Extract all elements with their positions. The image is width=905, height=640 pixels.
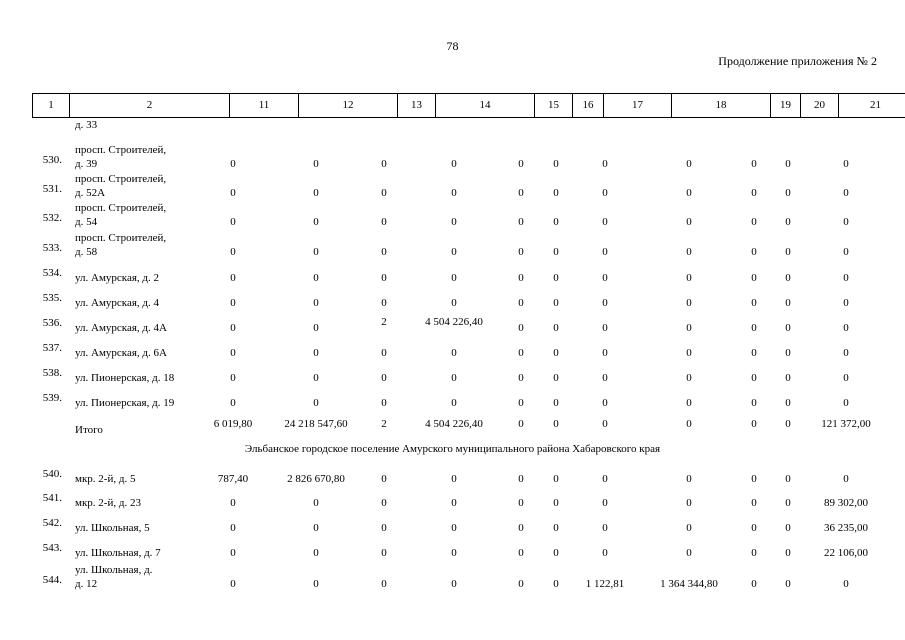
cell-value: 0: [751, 187, 757, 199]
cell-value: 0: [785, 187, 791, 199]
cell-value: 0: [230, 216, 236, 228]
cell-value: 0: [602, 372, 608, 384]
cell-value: 0: [313, 216, 319, 228]
cell-value: 0: [518, 347, 524, 359]
cell-value: 0: [843, 158, 849, 170]
page-number: 78: [446, 39, 459, 53]
cell-value: 0: [230, 272, 236, 284]
row-number: 534.: [42, 267, 62, 279]
cell-value: 0: [381, 547, 387, 559]
cell-value: 0: [602, 158, 608, 170]
cell-value: 0: [785, 397, 791, 409]
cell-value: 1 364 344,80: [660, 578, 718, 590]
column-header: 14: [436, 94, 535, 118]
cell-value: 0: [518, 322, 524, 334]
cell-value: 0: [381, 473, 387, 485]
cell-value: 0: [843, 297, 849, 309]
cell-value: 0: [602, 187, 608, 199]
cell-value: 0: [518, 216, 524, 228]
cell-value: 0: [451, 497, 457, 509]
cell-value: 0: [553, 187, 559, 199]
address: д. 58: [75, 246, 98, 258]
address: мкр. 2-й, д. 5: [75, 473, 136, 485]
cell-value: 2 826 670,80: [287, 473, 345, 485]
cell-value: 0: [785, 272, 791, 284]
address: ул. Пионерская, д. 18: [75, 372, 175, 384]
cell-value: 787,40: [217, 473, 249, 485]
cell-value: 0: [785, 473, 791, 485]
cell-value: 0: [602, 246, 608, 258]
cell-value: 0: [230, 372, 236, 384]
address: ул. Школьная, 5: [75, 522, 150, 534]
cell-value: 0: [686, 497, 692, 509]
cell-value: 0: [230, 547, 236, 559]
address: просп. Строителей,: [75, 173, 167, 185]
cell-value: 0: [686, 347, 692, 359]
address: ул. Школьная, д.: [75, 564, 153, 576]
cell-value: 0: [451, 473, 457, 485]
cell-value: 0: [686, 272, 692, 284]
cell-value: 0: [686, 322, 692, 334]
cell-value: 0: [451, 397, 457, 409]
total-value: 0: [602, 418, 608, 430]
cell-value: 0: [751, 347, 757, 359]
cell-value: 0: [553, 347, 559, 359]
row-number: 533.: [42, 242, 62, 254]
cell-value: 0: [843, 372, 849, 384]
cell-value: 0: [553, 216, 559, 228]
cell-value: 0: [553, 397, 559, 409]
total-value: 24 218 547,60: [284, 418, 348, 430]
cell-value: 0: [553, 547, 559, 559]
cell-value: 0: [451, 547, 457, 559]
cell-value: 0: [785, 246, 791, 258]
address: ул. Амурская, д. 6А: [75, 347, 167, 359]
cell-value: 22 106,00: [824, 547, 868, 559]
cell-value: 0: [553, 297, 559, 309]
row-number: 539.: [42, 392, 62, 404]
cell-value: 0: [230, 158, 236, 170]
column-header: 19: [771, 94, 801, 118]
total-value: 6 019,80: [213, 418, 253, 430]
row-number: 544.: [42, 574, 62, 586]
cell-value: 0: [686, 473, 692, 485]
cell-value: 0: [785, 216, 791, 228]
row-number: 530.: [42, 154, 62, 166]
cell-value: 0: [313, 158, 319, 170]
cell-value: 0: [843, 322, 849, 334]
cell-value: 0: [381, 246, 387, 258]
cell-value: 0: [751, 246, 757, 258]
row-number: 540.: [42, 468, 62, 480]
total-value: 0: [785, 418, 791, 430]
cell-value: 0: [751, 578, 757, 590]
cell-value: 0: [313, 272, 319, 284]
row-number: 531.: [42, 183, 62, 195]
cell-value: 0: [381, 397, 387, 409]
cell-value: 0: [843, 347, 849, 359]
cell-value: 0: [602, 322, 608, 334]
cell-value: 0: [230, 297, 236, 309]
cell-value: 0: [518, 372, 524, 384]
cell-value: 0: [751, 547, 757, 559]
cell-value: 0: [518, 158, 524, 170]
cell-value: 0: [602, 497, 608, 509]
cell-value: 0: [230, 322, 236, 334]
address: ул. Школьная, д. 7: [75, 547, 161, 559]
section-title: Эльбанское городское поселение Амурского муниципального района Хабаровского края: [244, 443, 661, 455]
cell-value: 0: [451, 297, 457, 309]
cell-value: 0: [381, 216, 387, 228]
cell-value: 0: [381, 522, 387, 534]
cell-value: 0: [518, 497, 524, 509]
cell-value: 0: [451, 372, 457, 384]
appendix-note: Продолжение приложения № 2: [718, 54, 877, 68]
cell-value: 0: [518, 473, 524, 485]
total-value: 4 504 226,40: [425, 418, 483, 430]
address: д. 52А: [75, 187, 106, 199]
cell-value: 0: [602, 216, 608, 228]
address: просп. Строителей,: [75, 232, 167, 244]
cell-value: 0: [518, 187, 524, 199]
cell-value: 0: [451, 246, 457, 258]
column-header: 2: [70, 94, 230, 118]
cell-value: 0: [602, 473, 608, 485]
cell-value: 0: [313, 347, 319, 359]
cell-value: 0: [843, 397, 849, 409]
cell-value: 36 235,00: [824, 522, 868, 534]
cell-value: 0: [751, 272, 757, 284]
cell-value: 0: [313, 397, 319, 409]
cell-value: 0: [518, 522, 524, 534]
cell-value: 0: [230, 347, 236, 359]
cell-value: 0: [553, 158, 559, 170]
cell-value: 0: [230, 397, 236, 409]
cell-value: 0: [518, 246, 524, 258]
cell-value: 0: [843, 578, 849, 590]
cell-value: 0: [518, 397, 524, 409]
cell-value: 0: [686, 158, 692, 170]
cell-value: 0: [686, 522, 692, 534]
cell-value: 0: [518, 297, 524, 309]
cell-value: 0: [230, 187, 236, 199]
cell-value: 0: [553, 322, 559, 334]
cell-value: 0: [785, 522, 791, 534]
cell-value: 0: [751, 297, 757, 309]
total-value: 0: [751, 418, 757, 430]
total-value: 0: [518, 418, 524, 430]
cell-value: 0: [381, 578, 387, 590]
address: ул. Амурская, д. 2: [75, 272, 160, 284]
cell-value: 0: [602, 397, 608, 409]
cell-value: 0: [230, 578, 236, 590]
cell-value: 0: [785, 372, 791, 384]
cell-value: 0: [751, 397, 757, 409]
cell-value: 0: [751, 473, 757, 485]
cell-value: 0: [230, 522, 236, 534]
cell-value: 0: [751, 322, 757, 334]
cell-value: 0: [313, 297, 319, 309]
cell-value: 0: [843, 473, 849, 485]
cell-value: 0: [230, 497, 236, 509]
column-header: 1: [33, 94, 70, 118]
row-number: 542.: [42, 517, 62, 529]
cell-value: 0: [553, 473, 559, 485]
row-number: 543.: [42, 542, 62, 554]
cell-value: 0: [751, 497, 757, 509]
total-value: 2: [381, 418, 387, 430]
cell-value: 0: [602, 272, 608, 284]
column-header: 20: [801, 94, 839, 118]
cell-value: 0: [313, 322, 319, 334]
cell-value: 0: [451, 578, 457, 590]
row-number: 532.: [42, 212, 62, 224]
address: д. 54: [75, 216, 98, 228]
cell-value: 0: [686, 187, 692, 199]
column-header: 12: [299, 94, 398, 118]
cell-value: 0: [686, 297, 692, 309]
cell-value: 0: [313, 372, 319, 384]
cell-value: 0: [785, 322, 791, 334]
cell-value: 0: [843, 187, 849, 199]
column-header: 18: [672, 94, 771, 118]
cell-value: 0: [381, 497, 387, 509]
cell-value: 0: [602, 347, 608, 359]
cell-value: 0: [553, 272, 559, 284]
cell-value: 0: [843, 272, 849, 284]
cell-value: 0: [313, 522, 319, 534]
cell-value: 0: [381, 347, 387, 359]
cell-value: 0: [313, 497, 319, 509]
cell-value: 0: [451, 216, 457, 228]
cell-value: 0: [381, 187, 387, 199]
cell-value: 0: [553, 372, 559, 384]
cell-value: 0: [451, 522, 457, 534]
address: ул. Пионерская, д. 19: [75, 397, 175, 409]
total-value: 121 372,00: [821, 418, 871, 430]
cell-value: 0: [313, 246, 319, 258]
cell-value: 0: [518, 578, 524, 590]
cell-value: 0: [686, 547, 692, 559]
column-header: 17: [604, 94, 672, 118]
cell-value: 0: [686, 216, 692, 228]
cell-value: 0: [313, 547, 319, 559]
cell-value: 0: [686, 397, 692, 409]
cell-value: 0: [751, 522, 757, 534]
cell-value: 0: [785, 347, 791, 359]
cell-value: 0: [785, 578, 791, 590]
cell-value: 0: [785, 297, 791, 309]
cell-value: 4 504 226,40: [425, 316, 483, 328]
address: ул. Амурская, д. 4А: [75, 322, 167, 334]
cell-value: 0: [451, 187, 457, 199]
cell-value: 1 122,81: [585, 578, 625, 590]
cell-value: 0: [381, 372, 387, 384]
cell-value: 0: [451, 347, 457, 359]
cell-value: 0: [751, 216, 757, 228]
cell-value: 89 302,00: [824, 497, 868, 509]
cell-value: 0: [313, 187, 319, 199]
cell-value: 0: [751, 372, 757, 384]
row-number: 538.: [42, 367, 62, 379]
row-number: 537.: [42, 342, 62, 354]
cell-value: 0: [553, 578, 559, 590]
cell-value: 0: [451, 158, 457, 170]
total-label: Итого: [75, 424, 103, 436]
total-value: 0: [553, 418, 559, 430]
cell-value: 0: [785, 497, 791, 509]
cell-value: 0: [518, 547, 524, 559]
cell-value: 0: [843, 246, 849, 258]
address: мкр. 2-й, д. 23: [75, 497, 141, 509]
column-header: 15: [535, 94, 573, 118]
row-number: 536.: [42, 317, 62, 329]
cell-value: 0: [553, 522, 559, 534]
address-continuation: д. 33: [75, 119, 98, 131]
row-number: 535.: [42, 292, 62, 304]
cell-value: 0: [686, 372, 692, 384]
cell-value: 0: [381, 158, 387, 170]
cell-value: 0: [553, 246, 559, 258]
column-header: 21: [839, 94, 905, 118]
cell-value: 0: [451, 272, 457, 284]
total-value: 0: [686, 418, 692, 430]
address: ул. Амурская, д. 4: [75, 297, 160, 309]
address: д. 12: [75, 578, 98, 590]
address: просп. Строителей,: [75, 202, 167, 214]
column-header: 16: [573, 94, 604, 118]
cell-value: 0: [785, 158, 791, 170]
row-number: 541.: [42, 492, 62, 504]
address: просп. Строителей,: [75, 144, 167, 156]
cell-value: 0: [602, 522, 608, 534]
cell-value: 0: [313, 578, 319, 590]
address: д. 39: [75, 158, 98, 170]
cell-value: 0: [381, 297, 387, 309]
cell-value: 0: [602, 547, 608, 559]
cell-value: 0: [843, 216, 849, 228]
cell-value: 0: [751, 158, 757, 170]
cell-value: 0: [785, 547, 791, 559]
cell-value: 0: [518, 272, 524, 284]
cell-value: 0: [553, 497, 559, 509]
cell-value: 0: [381, 272, 387, 284]
column-header: 11: [230, 94, 299, 118]
cell-value: 0: [230, 246, 236, 258]
cell-value: 0: [602, 297, 608, 309]
cell-value: 0: [686, 246, 692, 258]
cell-value: 2: [381, 316, 387, 328]
column-header: 13: [398, 94, 436, 118]
